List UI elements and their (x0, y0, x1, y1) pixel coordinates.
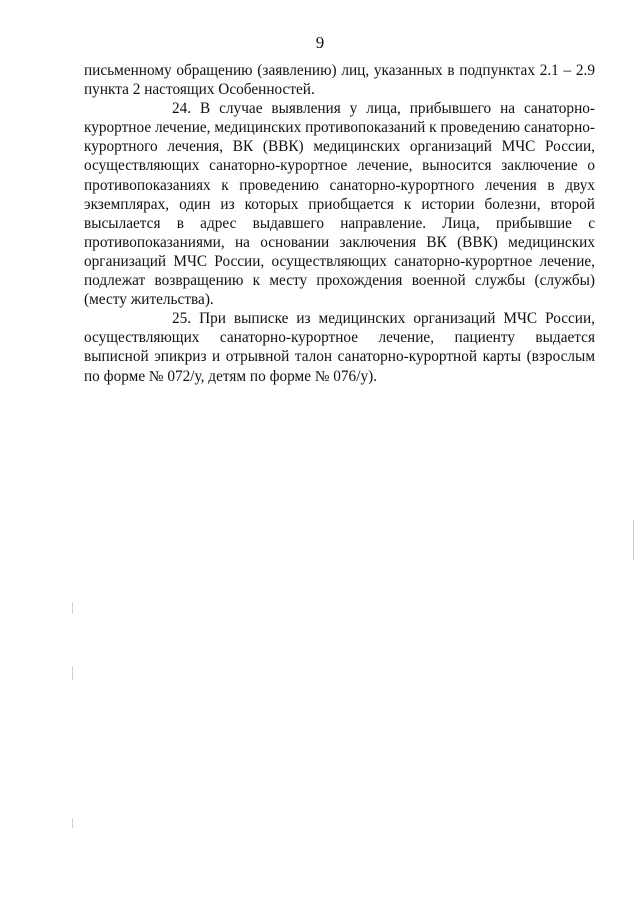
scan-artifact (72, 818, 73, 828)
scan-artifact (72, 602, 73, 614)
paragraph-text: В случае выявления у лица, прибывшего на санаторно-курортное лечение, медицинских противопоказаний к проведению санаторно-курортного лечения, ВК (ВВК) медицинских организаций МЧС России, осуществляющих санаторно-курортное лечение, выносится заключение о противопоказаниях к проведению санаторно-курортного лечения в двух экземплярах, один из которых приобщается к истории болезни, второй высылается в адрес выдавшего направление. Лица, прибывшие с противопоказаниями, на основании заключения ВК (ВВК) медицинских организаций МЧС России, осуществляющих санаторно-курортное лечение, подлежат возвращению к месту прохождения военной службы (службы) (месту жительства). (84, 100, 595, 309)
paragraph-text: письменному обращению (заявлению) лиц, указанных в подпунктах 2.1 – 2.9 пункта 2 настоящих Особенностей. (84, 62, 595, 99)
paragraph-continuation (84, 61, 595, 99)
page-number: 9 (315, 33, 325, 52)
paragraph-25 (84, 309, 595, 385)
paragraph-number: 25. (172, 310, 192, 328)
scan-artifact (633, 520, 634, 560)
paragraph-number: 24. (172, 100, 192, 118)
document-body (84, 61, 595, 386)
scan-artifact (72, 666, 73, 680)
paragraph-text: При выписке из медицинских организаций МЧС России, осуществляющих санаторно-курортное лечение, пациенту выдается выписной эпикриз и отрывной талон санаторно-курортной карты (взрослым по форме № 072/у, детям по форме № 076/у). (84, 310, 595, 385)
paragraph-24 (84, 99, 595, 309)
